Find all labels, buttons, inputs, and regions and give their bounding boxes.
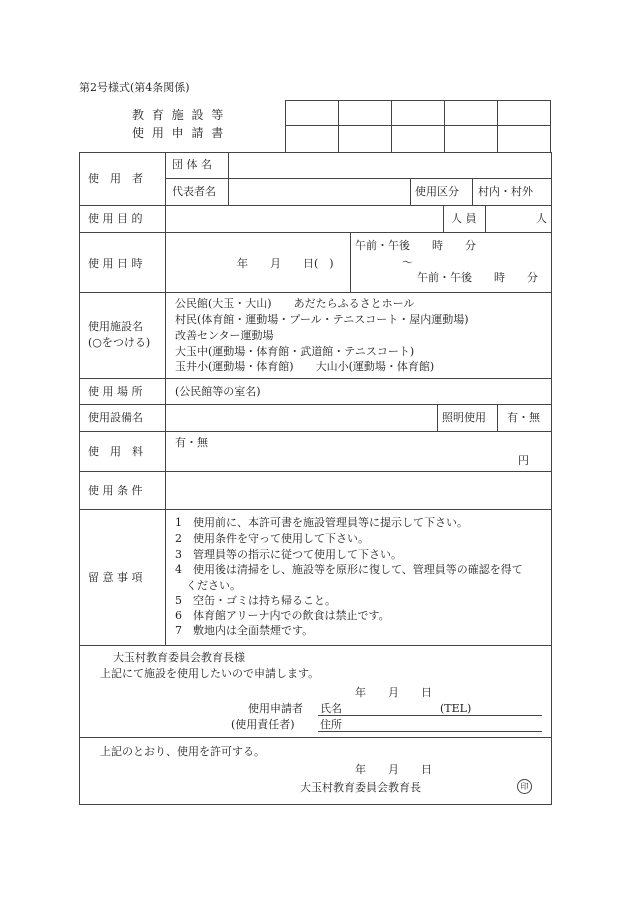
approval-date: 年 月 日 xyxy=(355,763,432,776)
people-unit: 人 xyxy=(536,212,547,225)
group-name-field[interactable] xyxy=(229,153,550,177)
approval-statement: 上記のとおり、使用を許可する。 xyxy=(100,745,265,758)
form-title-line1: 教 育 施 設 等 xyxy=(132,108,226,122)
people-label: 人 員 xyxy=(451,212,477,225)
note-item: 4 使用後は清掃をし、施設等を原形に復して、管理員等の確認を得て xyxy=(175,563,523,576)
facility-option[interactable]: 大玉中(運動場・体育館・武道館・テニスコート) xyxy=(175,345,415,358)
facility-label: 使用施設名 xyxy=(88,320,143,333)
usage-category-label: 使用区分 xyxy=(415,185,459,198)
fee-value[interactable]: 有・無 xyxy=(175,436,208,449)
note-item: 6 体育館アリーナ内での飲食は禁止です。 xyxy=(175,609,390,622)
usage-category-value[interactable]: 村内・村外 xyxy=(478,185,533,198)
group-name-label: 団 体 名 xyxy=(172,158,212,171)
conditions-field[interactable] xyxy=(166,472,550,508)
conditions-label: 使 用 条 件 xyxy=(88,484,143,497)
equipment-label: 使用設備名 xyxy=(88,411,143,424)
fee-unit: 円 xyxy=(518,454,529,467)
start-time[interactable]: 午前・午後 時 分 xyxy=(355,239,476,252)
facility-option[interactable]: 村民(体育館・運動場・プール・テニスコート・屋内運動場) xyxy=(175,313,469,326)
purpose-field[interactable] xyxy=(166,206,442,231)
tel-label: (TEL) xyxy=(440,702,472,715)
facility-option[interactable]: 公民館(大玉・大山) あだたらふるさとホール xyxy=(175,297,415,310)
approval-issuer: 大玉村教育委員会教育長 xyxy=(300,781,421,794)
note-item: 5 空缶・ゴミは持ち帰ること。 xyxy=(175,594,336,607)
datetime-label: 使 用 日 時 xyxy=(88,257,143,270)
application-date[interactable]: 年 月 日 xyxy=(355,686,432,699)
approval-stamp-grid xyxy=(285,100,551,152)
note-item: ください。 xyxy=(175,579,241,592)
name-underline[interactable] xyxy=(318,715,542,716)
addressee: 大玉村教育委員会教育長様 xyxy=(113,651,245,664)
fee-label: 使 用 料 xyxy=(88,445,143,458)
form-title-line2: 使 用 申 請 書 xyxy=(132,126,226,140)
time-range-tilde: 〜 xyxy=(402,256,413,269)
applicant-label: 使 用 者 xyxy=(88,172,143,185)
address-label: 住所 xyxy=(320,718,342,731)
responsible-label: (使用責任者) xyxy=(231,718,295,731)
notes-label: 留 意 事 項 xyxy=(88,571,143,584)
facility-label-note: (○をつける) xyxy=(88,336,151,349)
note-item: 7 敷地内は全面禁煙です。 xyxy=(175,624,314,637)
facility-option[interactable]: 玉井小(運動場・体育館) 大山小(運動場・体育館) xyxy=(175,360,435,373)
seal-icon: 印 xyxy=(517,779,532,794)
place-field[interactable]: (公民館等の室名) xyxy=(175,385,261,398)
representative-label: 代表者名 xyxy=(172,185,216,198)
application-statement: 上記にて施設を使用したいので申請します。 xyxy=(100,667,320,680)
form-number: 第2号様式(第4条関係) xyxy=(79,81,190,94)
equipment-field[interactable] xyxy=(166,405,436,430)
applicant-label-sign: 使用申請者 xyxy=(248,702,303,715)
end-time[interactable]: 午前・午後 時 分 xyxy=(417,271,538,284)
name-label: 氏名 xyxy=(320,702,342,715)
address-underline[interactable] xyxy=(318,731,542,732)
note-item: 2 使用条件を守って使用して下さい。 xyxy=(175,532,369,545)
representative-field[interactable] xyxy=(229,179,409,204)
note-item: 1 使用前に、本許可書を施設管理員等に提示して下さい。 xyxy=(175,516,468,529)
purpose-label: 使 用 目 的 xyxy=(88,212,143,225)
date-fields[interactable]: 年 月 日( ) xyxy=(237,257,334,270)
lighting-label: 照明使用 xyxy=(442,411,486,424)
note-item: 3 管理員等の指示に従つて使用して下さい。 xyxy=(175,548,402,561)
place-label: 使 用 場 所 xyxy=(88,385,143,398)
facility-option[interactable]: 改善センター運動場 xyxy=(175,329,274,342)
lighting-value[interactable]: 有・無 xyxy=(507,411,540,424)
